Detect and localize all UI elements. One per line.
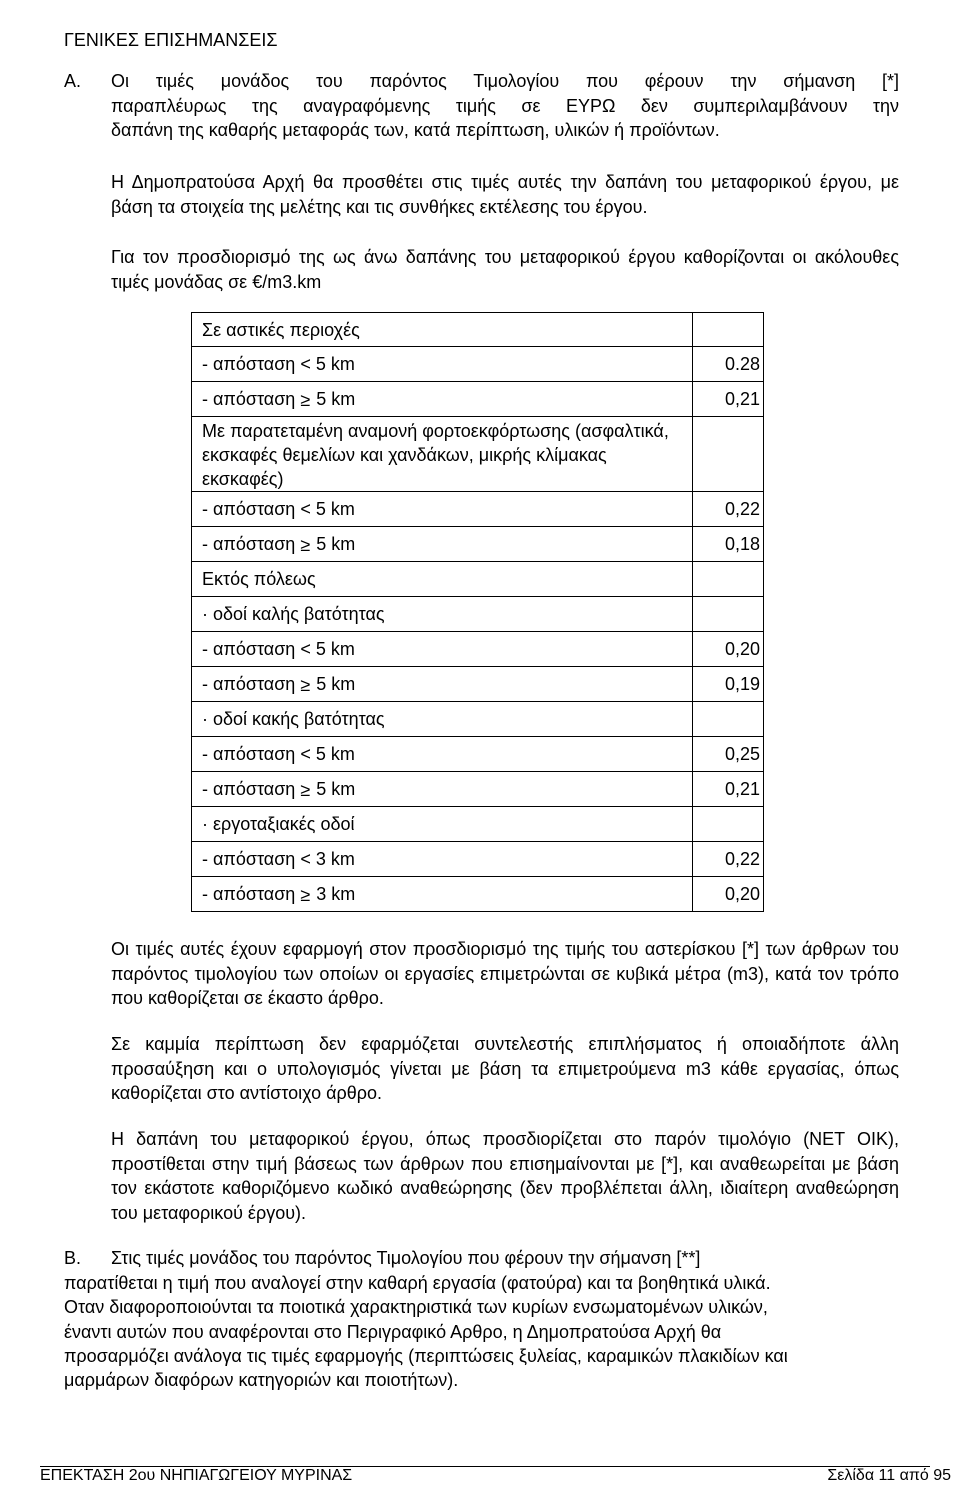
rate-value — [693, 313, 764, 347]
distance-label-suffix: 5 km — [316, 674, 356, 694]
section-a-line-3: δαπάνη της καθαρής μεταφοράς των, κατά περίπτωση, υλικών ή προϊόντων. — [111, 120, 720, 140]
section-a-line-1: Οι τιμές μονάδος του παρόντος Τιμολογίου που φέρουν την σήμανση [*] — [111, 71, 899, 91]
distance-label-prefix: - απόσταση — [202, 884, 296, 904]
table-row — [192, 807, 764, 842]
distance-label-suffix: 5 km — [316, 779, 356, 799]
section-a-paragraph-2: Η Δημοπρατούσα Αρχή θα προσθέτει στις τιμές αυτές την δαπάνη του μεταφορικού έργου, με βάση τα στοιχεία της μελέτης και τις συνθήκες εκτέλεσης του έργου. — [111, 172, 899, 217]
greater-equal-symbol: ≥ — [300, 535, 311, 555]
footer-project-title: ΕΠΕΚΤΑΣΗ 2ου ΝΗΠΙΑΓΩΓΕΙΟΥ ΜΥΡΙΝΑΣ — [40, 1467, 353, 1484]
rate-value: 0.28 — [693, 347, 764, 382]
after-table-paragraph-3: Η δαπάνη του μεταφορικού έργου, όπως προσδιορίζεται στο παρόν τιμολόγιο (ΝΕΤ ΟΙΚ), προστίθεται στην τιμή βάσεως των άρθρων που επισημαίνονται με [*], και αναθεωρείται με βάση τον εκάστοτε καθοριζόμενο κωδικό αναθεώρησης (δεν προβλέπεται άλλη, ιδιαίτερη αναθεώρηση του μεταφορικού έργου). — [111, 1129, 899, 1223]
rate-value: 0,19 — [693, 667, 764, 702]
prolonged-loading-header: Με παρατεταμένη αναμονή φορτοεκφόρτωσης (ασφαλτικά, εκσκαφές θεμελίων και χανδάκων, μικρής κλίμακας εκσκαφές) — [192, 417, 693, 492]
greater-equal-symbol: ≥ — [300, 780, 311, 800]
distance-label: - απόσταση < 5 km — [192, 347, 693, 382]
distance-label-prefix: - απόσταση — [202, 534, 296, 554]
rate-value: 0,21 — [693, 772, 764, 807]
distance-label: - απόσταση < 5 km — [192, 492, 693, 527]
rate-value — [693, 562, 764, 597]
table-row — [192, 702, 764, 737]
table-row — [192, 382, 764, 417]
section-b-line-1: Στις τιμές μονάδος του παρόντος Τιμολογίου που φέρουν την σήμανση [**] — [111, 1248, 701, 1268]
section-a-line-2: παραπλέυρως της αναγραφόμενης τιμής σε ΕΥΡΩ δεν συμπεριλαμβάνουν την — [111, 96, 899, 116]
rate-value — [693, 417, 764, 492]
distance-label: - απόσταση < 5 km — [192, 737, 693, 772]
distance-label-suffix: 5 km — [316, 389, 356, 409]
distance-label-prefix: - απόσταση — [202, 779, 296, 799]
section-b-line-4: έναντι αυτών που αναφέρονται στο Περιγραφικό Αρθρο, η Δημοπρατούσα Αρχή θα — [64, 1322, 722, 1342]
rate-value: 0,20 — [693, 877, 764, 912]
table-row — [192, 667, 764, 702]
table-row — [192, 417, 764, 492]
table-row — [192, 492, 764, 527]
distance-label-suffix: 5 km — [316, 534, 356, 554]
table-row — [192, 562, 764, 597]
distance-label: - απόσταση < 3 km — [192, 842, 693, 877]
distance-label-prefix: - απόσταση — [202, 389, 296, 409]
rate-value — [693, 807, 764, 842]
after-table-paragraph-2: Σε καμμία περίπτωση δεν εφαρμόζεται συντελεστής επιπλήσματος ή οποιαδήποτε άλλη προσαύξηση και ο υπολογισμός γίνεται με βάση τα επιμετρούμενα m3 κάθε εργασίας, όπως καθορίζεται στο αντίστοιχο άρθρο. — [111, 1034, 899, 1103]
table-row — [192, 347, 764, 382]
good-roads-header: · οδοί καλής βατότητας — [192, 597, 693, 632]
distance-label — [192, 772, 693, 807]
table-row — [192, 632, 764, 667]
rate-value: 0,22 — [693, 842, 764, 877]
distance-label-prefix: - απόσταση — [202, 674, 296, 694]
rate-value: 0,20 — [693, 632, 764, 667]
greater-equal-symbol: ≥ — [300, 390, 311, 410]
after-table-paragraph-1: Οι τιμές αυτές έχουν εφαρμογή στον προσδιορισμό της τιμής του αστερίσκου [*] των άρθρων του παρόντος τιμολογίου των οποίων οι εργασίες επιμετρώνται σε κυβικά μέτρα (m3), κατά τον τρόπο που καθορίζεται σε έκαστο άρθρο. — [111, 939, 899, 1008]
section-heading: ΓΕΝΙΚΕΣ ΕΠΙΣΗΜΑΝΣΕΙΣ — [64, 30, 278, 50]
section-b-line-2: παρατίθεται η τιμή που αναλογεί στην καθαρή εργασία (φατούρα) και τα βοηθητικά υλικά. — [64, 1273, 771, 1293]
table-row — [192, 527, 764, 562]
rate-value — [693, 702, 764, 737]
distance-label — [192, 877, 693, 912]
distance-label — [192, 527, 693, 562]
section-b-line-3: Οταν διαφοροποιούνται τα ποιοτικά χαρακτηριστικά των κυρίων ενσωματομένων υλικών, — [64, 1297, 768, 1317]
section-a-marker: Α. — [64, 71, 82, 91]
outside-city-header: Εκτός πόλεως — [192, 562, 693, 597]
transport-rates-table — [191, 312, 764, 912]
distance-label — [192, 382, 693, 417]
bad-roads-header: · οδοί κακής βατότητας — [192, 702, 693, 737]
section-b-line-6: μαρμάρων διαφόρων κατηγοριών και ποιοτήτων). — [64, 1370, 459, 1390]
rate-value: 0,25 — [693, 737, 764, 772]
table-row — [192, 737, 764, 772]
rate-value: 0,22 — [693, 492, 764, 527]
work-roads-header: · εργοταξιακές οδοί — [192, 807, 693, 842]
table-row — [192, 877, 764, 912]
rate-value — [693, 597, 764, 632]
section-a-paragraph-3: Για τον προσδιορισμό της ως άνω δαπάνης του μεταφορικού έργου καθορίζονται οι ακόλουθες τιμές μονάδας σε €/m3.km — [111, 247, 899, 292]
greater-equal-symbol: ≥ — [300, 885, 311, 905]
section-b-marker: Β. — [64, 1248, 82, 1268]
greater-equal-symbol: ≥ — [300, 675, 311, 695]
rate-value: 0,18 — [693, 527, 764, 562]
table-row — [192, 842, 764, 877]
section-b-line-5: προσαρμόζει ανάλογα τις τιμές εφαρμογής (περιπτώσεις ξυλείας, καραμικών πλακιδίων και — [64, 1346, 788, 1366]
distance-label: - απόσταση < 5 km — [192, 632, 693, 667]
distance-label-suffix: 3 km — [316, 884, 356, 904]
table-row — [192, 597, 764, 632]
distance-label — [192, 667, 693, 702]
footer-page-number: Σελίδα 11 από 95 — [827, 1467, 951, 1484]
rate-value: 0,21 — [693, 382, 764, 417]
table-row — [192, 313, 764, 347]
table-row — [192, 772, 764, 807]
urban-areas-header: Σε αστικές περιοχές — [192, 313, 693, 347]
